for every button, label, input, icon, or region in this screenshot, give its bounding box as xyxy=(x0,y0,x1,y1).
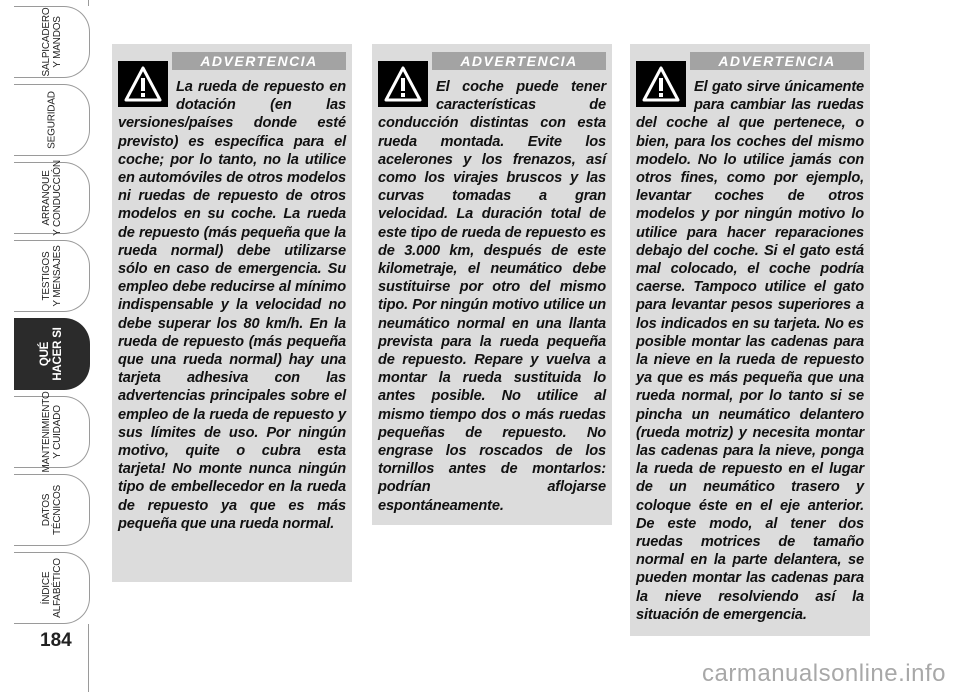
tab-label: MANTENIMIENTO Y CUIDADO xyxy=(40,391,63,473)
tab-label: DATOS TÉCNICOS xyxy=(40,484,63,536)
tab-arranque[interactable] xyxy=(14,162,90,234)
watermark: carmanualsonline.info xyxy=(702,660,946,687)
tab-label: SALPICADERO Y MANDOS xyxy=(40,7,63,77)
warning-title: ADVERTENCIA xyxy=(172,52,346,70)
warning-box-jack xyxy=(630,44,870,636)
tab-que-hacer-si[interactable] xyxy=(14,318,90,390)
tab-indice[interactable] xyxy=(14,552,90,624)
warning-triangle-icon xyxy=(636,61,686,107)
tab-testigos[interactable] xyxy=(14,240,90,312)
page-number: 184 xyxy=(40,630,72,651)
warning-text: El gato sirve únicamente para cambiar las ruedas del coche al que pertenece, o bien, para los coches del mismo modelo. No lo utilice jamás con otros fines, como por ejemplo, levantar coches de otros modelos y por ningún motivo lo utilice para hacer reparaciones debajo del coche. Si el gato está mal colocado, el coche podría caerse. Tampoco utilice el gato para levantar pesos superiores a los indicados en su tarjeta. No es posible montar las cadenas para la nieve en la rueda de repuesto ya que es más pequeña que una rueda normal, por lo tanto si se pincha un neumático delantero (rueda motriz) y necesita montar las cadenas para la nieve, ponga la rueda de repuesto en el lugar de un neumático trasero y coloque éste en el eje anterior. De este modo, al tener dos ruedas motrices de tamaño normal en la parte delantera, se pueden montar las cadenas para la nieve resolviendo así la situación de emergencia. xyxy=(636,79,864,623)
warning-triangle-icon xyxy=(378,61,428,107)
tab-label: QUÉ HACER SI xyxy=(38,327,64,381)
warning-text: El coche puede tener características de conducción distintas con esta rueda montada. Evite los acelerones y los frenazos, así como los virajes bruscos y las curvas tomadas a gran velocidad. La duración total de este tipo de rueda de repuesto es de 3.000 km, después de este kilometraje, el neumático debe sustituirse por otro del mismo tipo. Por ningún motivo utilice un neumático normal en una llanta prevista para la rueda pequeña de repuesto. Repare y vuelva a montar la rueda sustituida lo antes posible. No utilice al mismo tiempo dos o más ruedas pequeñas de repuesto. No engrase los roscados de los tornillos antes de montarlos: podrían aflojarse espontáneamente. xyxy=(378,79,606,514)
tab-divider-line xyxy=(88,624,89,692)
tab-label: ÍNDICE ALFABÉTICO xyxy=(40,558,63,618)
tab-divider-line xyxy=(88,0,89,6)
warning-box-spare-wheel xyxy=(112,44,352,582)
warning-triangle-icon xyxy=(118,61,168,107)
tab-salpicadero[interactable] xyxy=(14,6,90,78)
warning-title: ADVERTENCIA xyxy=(432,52,606,70)
warning-text: La rueda de repuesto en dotación (en las versiones/países donde esté previsto) es específica para el coche; por lo tanto, no la utilice en automóviles de otros modelos ni ruedas de repuesto de otros modelos en su coche. La rueda de repuesto (más pequeña que la rueda normal) debe utilizarse sólo en caso de emergencia. Su empleo debe reducirse al mínimo indispensable y la velocidad no debe superar los 80 km/h. En la rueda de repuesto (más pequeña que una rueda normal) hay una tarjeta adhesiva con las advertencias principales sobre el empleo de la rueda de repuesto y sus límites de uso. Por ningún motivo, quite o cubra esta tarjeta! No monte nunca ningún tipo de embellecedor en la rueda de repuesto ya que es más pequeña que una rueda normal. xyxy=(118,79,346,532)
tab-mantenimiento[interactable] xyxy=(14,391,90,473)
tab-label: ARRANQUE Y CONDUCCIÓN xyxy=(40,160,63,236)
section-tabs xyxy=(0,0,104,692)
tab-datos-tecnicos[interactable] xyxy=(14,474,90,546)
tab-label: TESTIGOS Y MENSAJES xyxy=(40,245,63,307)
warning-title: ADVERTENCIA xyxy=(690,52,864,70)
tab-label: SEGURIDAD xyxy=(46,91,57,149)
warning-box-driving xyxy=(372,44,612,525)
tab-seguridad[interactable] xyxy=(14,84,90,156)
